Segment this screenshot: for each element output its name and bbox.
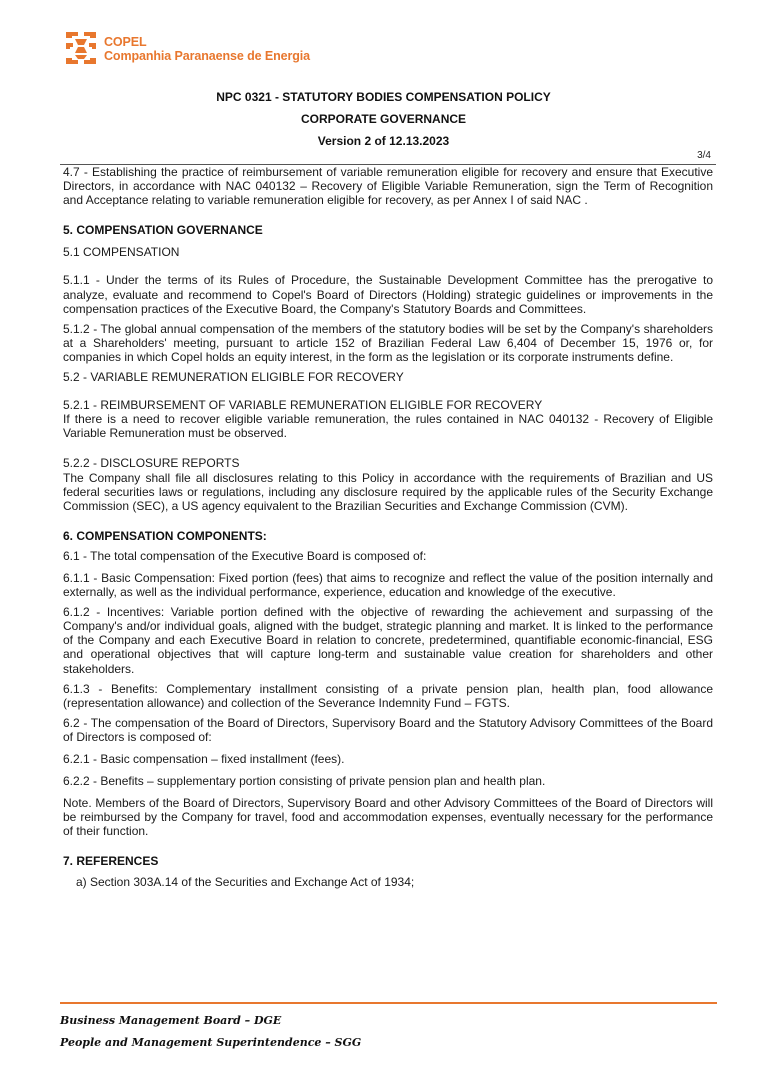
section-heading-7: 7. REFERENCES (63, 854, 159, 869)
logo-text (104, 35, 310, 63)
brand-full: Companhia Paranaense de Energia (104, 49, 311, 63)
subsection-5-1: 5.1 COMPENSATION (63, 245, 180, 260)
document-version: Version 2 of 12.13.2023 (317, 134, 450, 148)
footer-divider (60, 1002, 717, 1004)
paragraph-note: Note. Members of the Board of Directors, Supervisory Board and other Advisory Committees of the Board of Directors will be reimbursed by the Company for travel, food and accommodation expenses, eventually necessary for the performance of their function. (63, 796, 713, 839)
paragraph-6-1-2: 6.1.2 - Incentives: Variable portion defined with the objective of rewarding the achievement and surpassing of the Company's and/or individual goals, aligned with the budget, strategic planning and market. It is linked to the performance of the Company and each Executive Board in relation to concrete, predetermined, quantifiable economic-financial, ESG and operational objectives that will capture long-term and sustainable value creation for shareholders and other stakeholders. (63, 605, 713, 676)
paragraph-5-2-1: If there is a need to recover eligible variable remuneration, the rules contained in NAC 040132 - Recovery of Eligible Variable Remuneration must be observed. (63, 412, 713, 441)
section-heading-6: 6. COMPENSATION COMPONENTS: (63, 528, 267, 543)
reference-item-a: a) Section 303A.14 of the Securities and Exchange Act of 1934; (76, 874, 415, 889)
page-number: 3/4 (697, 150, 711, 161)
document-body (63, 165, 713, 889)
subsection-5-2-1: 5.2.1 - REIMBURSEMENT OF VARIABLE REMUNERATION ELIGIBLE FOR RECOVERY (63, 398, 543, 413)
paragraph-6-1-1: 6.1.1 - Basic Compensation: Fixed portion (fees) that aims to recognize and reflect the value of the position internally and externally, as well as the individual performance, experience, education and knowledge of the executive. (63, 570, 713, 600)
paragraph-6-2: 6.2 - The compensation of the Board of Directors, Supervisory Board and the Statutory Advisory Committees of the Board of Directors is composed of: (63, 715, 713, 744)
document-subtitle: CORPORATE GOVERNANCE (300, 112, 467, 126)
copel-logo (64, 30, 310, 66)
paragraph-5-2-2: The Company shall file all disclosures relating to this Policy in accordance with the requirements of Brazilian and US federal securities laws or regulations, including any disclosure required by the applicable rules of the Security Exchange Commission (SEC), a US agency equivalent to the Brazilian Securities and Exchange Commission (CVM). (63, 470, 713, 513)
section-heading-5: 5. COMPENSATION GOVERNANCE (63, 223, 263, 238)
footer-line-1: Business Management Board – DGE (60, 1014, 282, 1027)
paragraph-5-1-2: 5.1.2 - The global annual compensation of the members of the statutory bodies will be set by the Company's shareholders at a Shareholders' meeting, pursuant to article 152 of Brazilian Federal Law 6,404 of December 15, 1976 or, for companies in which Copel holds an equity interest, in the form as the legislation or its corporate instruments define. (63, 321, 713, 364)
paragraph-5-1-1: 5.1.1 - Under the terms of its Rules of Procedure, the Sustainable Development Committee has the prerogative to analyze, evaluate and recommend to Copel's Board of Directors (Holding) strategic guidelines or improvements in the compensation practices of the Executive Board, the Company's Statutory Boards and Committees. (63, 273, 713, 316)
subsection-5-2-2: 5.2.2 - DISCLOSURE REPORTS (63, 456, 240, 471)
document-title: NPC 0321 - STATUTORY BODIES COMPENSATION POLICY (216, 90, 551, 104)
paragraph-6-1-3: 6.1.3 - Benefits: Complementary installment consisting of a private pension plan, health plan, food allowance (representation allowance) and collection of the Severance Indemnity Fund – FGTS. (63, 681, 713, 710)
paragraph-6-2-2: 6.2.2 - Benefits – supplementary portion consisting of private pension plan and health plan. (63, 774, 546, 789)
paragraph-6-2-1: 6.2.1 - Basic compensation – fixed installment (fees). (63, 752, 345, 766)
paragraph-4-7: 4.7 - Establishing the practice of reimbursement of variable remuneration eligible for recovery and ensure that Executive Directors, in accordance with NAC 040132 – Recovery of Eligible Variable Remuneration, sign the Term of Recognition and Acceptance relating to variable remuneration eligible for recovery, as per Annex I of said NAC . (63, 165, 713, 208)
subsection-5-2: 5.2 - VARIABLE REMUNERATION ELIGIBLE FOR RECOVERY (63, 370, 404, 385)
footer-line-2: People and Management Superintendence – SGG (60, 1036, 362, 1049)
brand-short: COPEL (104, 35, 147, 49)
copel-logo-icon (64, 30, 98, 66)
paragraph-6-1: 6.1 - The total compensation of the Executive Board is composed of: (63, 548, 427, 563)
